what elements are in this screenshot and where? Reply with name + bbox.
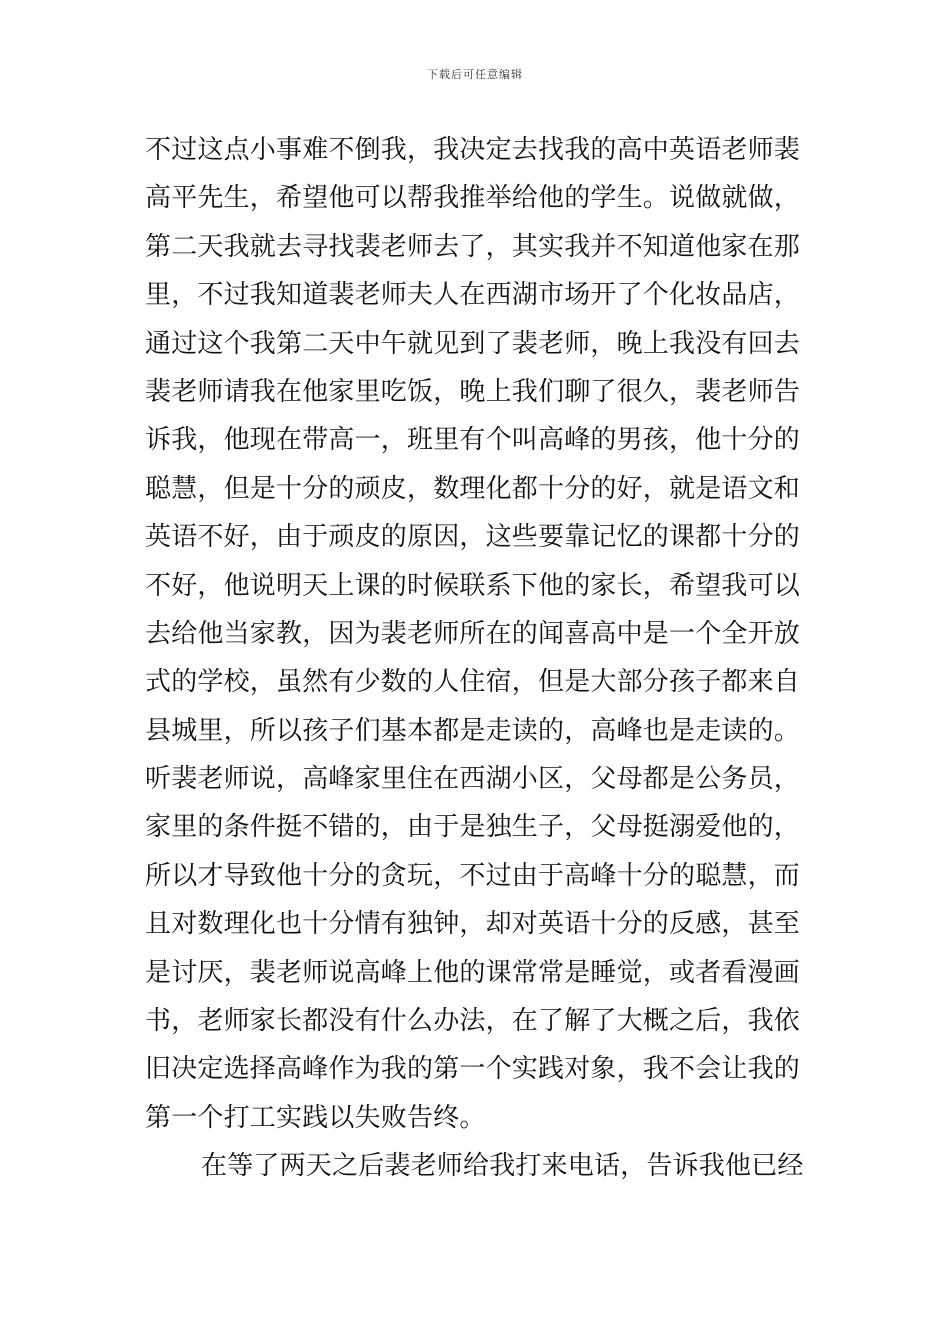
text-line: 里，不过我知道裴老师夫人在西湖市场开了个化妆品店， [145,280,801,311]
text-line: 裴老师请我在他家里吃饭，晚上我们聊了很久，裴老师告 [145,376,801,407]
text-line: 是讨厌，裴老师说高峰上他的课常常是睡觉，或者看漫画 [145,957,801,988]
paragraph-start-line: 在等了两天之后裴老师给我打来电话，告诉我他已经 [201,1151,804,1182]
text-line: 式的学校，虽然有少数的人住宿，但是大部分孩子都来自 [145,667,801,698]
text-line: 家里的条件挺不错的，由于是独生子，父母挺溺爱他的， [145,812,801,843]
text-line: 书，老师家长都没有什么办法，在了解了大概之后，我依 [145,1006,801,1037]
text-line: 诉我，他现在带高一，班里有个叫高峰的男孩，他十分的 [145,425,801,456]
text-line: 所以才导致他十分的贪玩，不过由于高峰十分的聪慧，而 [145,860,801,891]
text-line: 且对数理化也十分情有独钟，却对英语十分的反感，甚至 [145,909,801,940]
text-line: 高平先生，希望他可以帮我推举给他的学生。说做就做， [145,183,801,214]
text-line: 不好，他说明天上课的时候联系下他的家长，希望我可以 [145,570,801,601]
text-line: 去给他当家教，因为裴老师所在的闻喜高中是一个全开放 [145,618,801,649]
text-line: 县城里，所以孩子们基本都是走读的，高峰也是走读的。 [145,715,801,746]
text-line: 不过这点小事难不倒我，我决定去找我的高中英语老师裴 [145,135,801,165]
text-line: 旧决定选择高峰作为我的第一个实践对象，我不会让我的 [145,1054,801,1085]
document-body [145,126,810,1191]
text-line: 英语不好，由于顽皮的原因，这些要靠记忆的课都十分的 [145,522,801,553]
text-line: 聪慧，但是十分的顽皮，数理化都十分的好，就是语文和 [145,473,801,504]
text-line: 听裴老师说，高峰家里住在西湖小区，父母都是公务员， [145,764,801,795]
page-header: 下载后可任意编辑 [427,68,523,81]
text-line: 通过这个我第二天中午就见到了裴老师，晚上我没有回去 [145,328,801,359]
text-line: 第一个打工实践以失败告终。 [145,1102,486,1133]
text-line: 第二天我就去寻找裴老师去了，其实我并不知道他家在那 [145,231,801,262]
